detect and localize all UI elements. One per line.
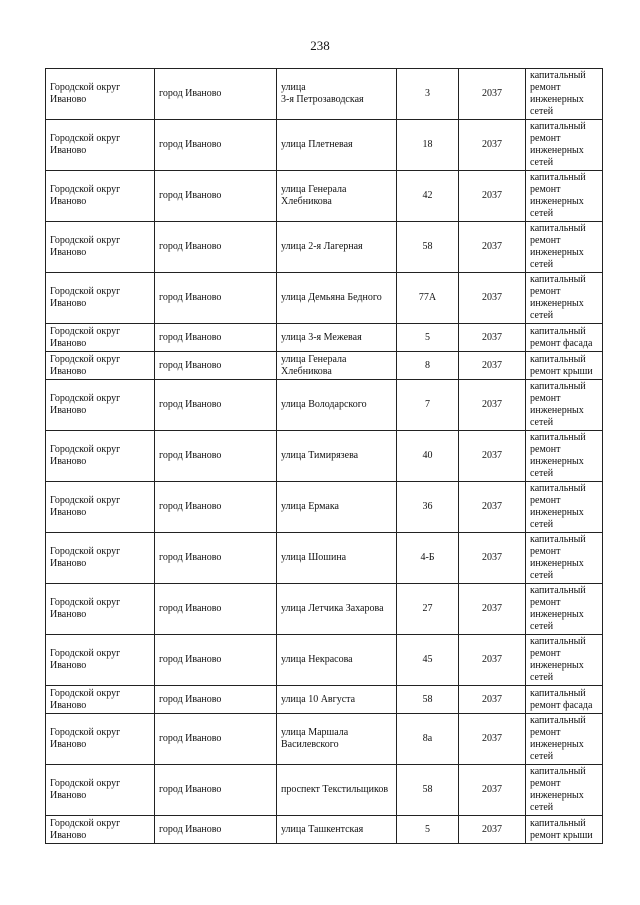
cell-house: 5: [397, 816, 459, 844]
cell-house: 58: [397, 222, 459, 273]
cell-house: 3: [397, 69, 459, 120]
cell-settlement: город Иваново: [155, 380, 277, 431]
cell-municipality: Городской округ Иваново: [46, 482, 155, 533]
cell-settlement: город Иваново: [155, 324, 277, 352]
cell-house: 27: [397, 584, 459, 635]
cell-municipality: Городской округ Иваново: [46, 816, 155, 844]
cell-house: 77А: [397, 273, 459, 324]
cell-year: 2037: [459, 120, 526, 171]
table-row: [46, 714, 603, 765]
cell-house: 40: [397, 431, 459, 482]
cell-street: улица Генерала Хлебникова: [277, 352, 397, 380]
cell-house: 5: [397, 324, 459, 352]
cell-street: улица Ермака: [277, 482, 397, 533]
cell-settlement: город Иваново: [155, 714, 277, 765]
cell-year: 2037: [459, 352, 526, 380]
cell-settlement: город Иваново: [155, 120, 277, 171]
cell-work-type: капитальный ремонт инженерных сетей: [526, 584, 603, 635]
cell-settlement: город Иваново: [155, 584, 277, 635]
cell-work-type: капитальный ремонт инженерных сетей: [526, 120, 603, 171]
cell-year: 2037: [459, 380, 526, 431]
cell-municipality: Городской округ Иваново: [46, 686, 155, 714]
cell-year: 2037: [459, 765, 526, 816]
cell-municipality: Городской округ Иваново: [46, 324, 155, 352]
cell-municipality: Городской округ Иваново: [46, 171, 155, 222]
table-row: [46, 352, 603, 380]
cell-house: 45: [397, 635, 459, 686]
cell-year: 2037: [459, 635, 526, 686]
cell-municipality: Городской округ Иваново: [46, 380, 155, 431]
cell-year: 2037: [459, 584, 526, 635]
cell-street: улица Летчика Захарова: [277, 584, 397, 635]
cell-house: 18: [397, 120, 459, 171]
cell-house: 7: [397, 380, 459, 431]
table-row: [46, 533, 603, 584]
cell-settlement: город Иваново: [155, 765, 277, 816]
cell-street: улица Маршала Василевского: [277, 714, 397, 765]
table-row: [46, 69, 603, 120]
cell-street: улица Ташкентская: [277, 816, 397, 844]
cell-work-type: капитальный ремонт инженерных сетей: [526, 765, 603, 816]
table-row: [46, 222, 603, 273]
cell-settlement: город Иваново: [155, 69, 277, 120]
cell-municipality: Городской округ Иваново: [46, 352, 155, 380]
cell-house: 8а: [397, 714, 459, 765]
cell-work-type: капитальный ремонт инженерных сетей: [526, 69, 603, 120]
cell-year: 2037: [459, 816, 526, 844]
cell-house: 8: [397, 352, 459, 380]
table-row: [46, 686, 603, 714]
cell-year: 2037: [459, 222, 526, 273]
cell-settlement: город Иваново: [155, 352, 277, 380]
table-row: [46, 120, 603, 171]
cell-settlement: город Иваново: [155, 816, 277, 844]
cell-work-type: капитальный ремонт инженерных сетей: [526, 431, 603, 482]
cell-municipality: Городской округ Иваново: [46, 584, 155, 635]
cell-municipality: Городской округ Иваново: [46, 69, 155, 120]
cell-municipality: Городской округ Иваново: [46, 273, 155, 324]
cell-municipality: Городской округ Иваново: [46, 222, 155, 273]
cell-year: 2037: [459, 69, 526, 120]
cell-house: 42: [397, 171, 459, 222]
cell-work-type: капитальный ремонт крыши: [526, 816, 603, 844]
cell-year: 2037: [459, 273, 526, 324]
cell-street: улица 3-я Межевая: [277, 324, 397, 352]
cell-settlement: город Иваново: [155, 431, 277, 482]
table-row: [46, 765, 603, 816]
cell-street: улица 10 Августа: [277, 686, 397, 714]
cell-municipality: Городской округ Иваново: [46, 533, 155, 584]
cell-house: 4-Б: [397, 533, 459, 584]
cell-year: 2037: [459, 171, 526, 222]
cell-work-type: капитальный ремонт фасада: [526, 324, 603, 352]
page-number: 238: [310, 38, 330, 53]
cell-street: улица Некрасова: [277, 635, 397, 686]
table-row: [46, 324, 603, 352]
cell-municipality: Городской округ Иваново: [46, 714, 155, 765]
table-row: [46, 482, 603, 533]
cell-street: улица Генерала Хлебникова: [277, 171, 397, 222]
table-row: [46, 380, 603, 431]
cell-street: улица Тимирязева: [277, 431, 397, 482]
table-row: [46, 171, 603, 222]
cell-street: улица 3-я Петрозаводская: [277, 69, 397, 120]
table-row: [46, 584, 603, 635]
cell-work-type: капитальный ремонт инженерных сетей: [526, 714, 603, 765]
table-row: [46, 273, 603, 324]
cell-street: улица 2-я Лагерная: [277, 222, 397, 273]
cell-year: 2037: [459, 482, 526, 533]
cell-work-type: капитальный ремонт инженерных сетей: [526, 635, 603, 686]
cell-house: 58: [397, 686, 459, 714]
cell-municipality: Городской округ Иваново: [46, 765, 155, 816]
cell-house: 58: [397, 765, 459, 816]
cell-year: 2037: [459, 686, 526, 714]
cell-work-type: капитальный ремонт инженерных сетей: [526, 482, 603, 533]
table-row: [46, 431, 603, 482]
cell-settlement: город Иваново: [155, 273, 277, 324]
cell-street: улица Володарского: [277, 380, 397, 431]
cell-settlement: город Иваново: [155, 482, 277, 533]
cell-settlement: город Иваново: [155, 686, 277, 714]
cell-settlement: город Иваново: [155, 533, 277, 584]
cell-work-type: капитальный ремонт инженерных сетей: [526, 533, 603, 584]
cell-work-type: капитальный ремонт фасада: [526, 686, 603, 714]
cell-work-type: капитальный ремонт инженерных сетей: [526, 273, 603, 324]
cell-settlement: город Иваново: [155, 222, 277, 273]
cell-work-type: капитальный ремонт крыши: [526, 352, 603, 380]
registry-table: [45, 68, 603, 844]
cell-street: улица Демьяна Бедного: [277, 273, 397, 324]
cell-year: 2037: [459, 431, 526, 482]
cell-municipality: Городской округ Иваново: [46, 635, 155, 686]
cell-street: улица Шошина: [277, 533, 397, 584]
table-row: [46, 635, 603, 686]
cell-year: 2037: [459, 533, 526, 584]
cell-work-type: капитальный ремонт инженерных сетей: [526, 171, 603, 222]
cell-street: улица Плетневая: [277, 120, 397, 171]
cell-settlement: город Иваново: [155, 635, 277, 686]
cell-settlement: город Иваново: [155, 171, 277, 222]
table-row: [46, 816, 603, 844]
cell-municipality: Городской округ Иваново: [46, 431, 155, 482]
cell-year: 2037: [459, 324, 526, 352]
cell-work-type: капитальный ремонт инженерных сетей: [526, 380, 603, 431]
cell-municipality: Городской округ Иваново: [46, 120, 155, 171]
cell-year: 2037: [459, 714, 526, 765]
cell-work-type: капитальный ремонт инженерных сетей: [526, 222, 603, 273]
cell-street: проспект Текстильщиков: [277, 765, 397, 816]
cell-house: 36: [397, 482, 459, 533]
